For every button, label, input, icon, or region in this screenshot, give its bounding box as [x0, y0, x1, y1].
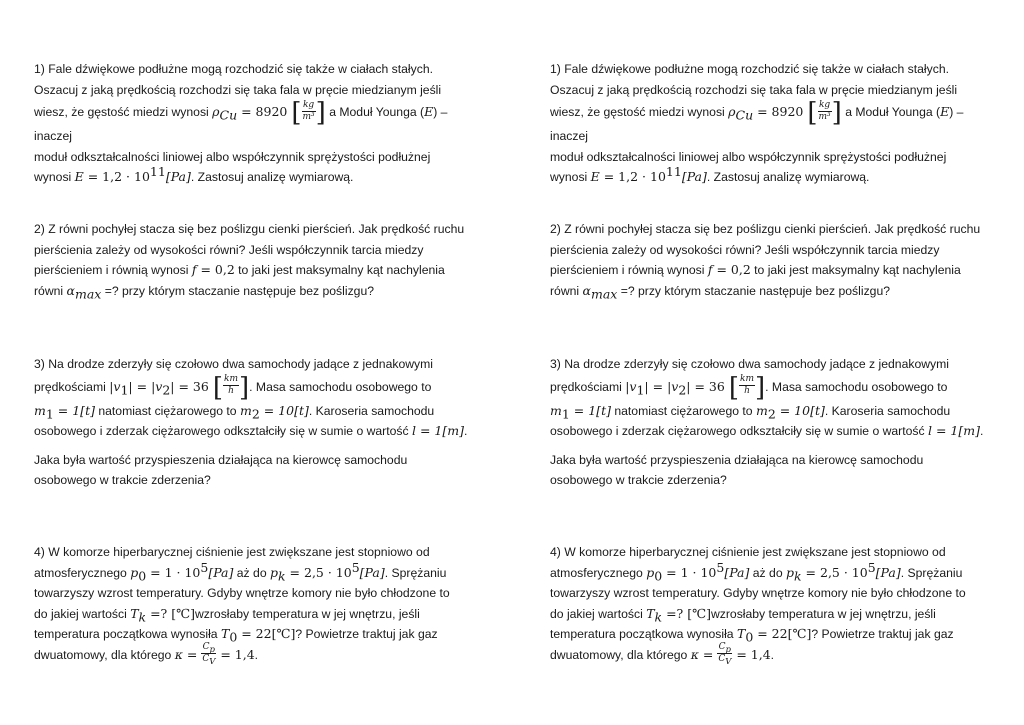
text: a Moduł Younga (	[325, 105, 425, 120]
text: .	[463, 424, 468, 438]
text: do jakiej wartości	[34, 606, 131, 621]
text: Jaka była wartość przyspieszenia działająca na kierowcę samochodu	[550, 452, 924, 467]
pk-symbol: p	[785, 564, 794, 580]
problem-3-line-1	[34, 354, 474, 375]
pk-symbol: p	[269, 564, 278, 580]
text: 2) Z równi pochyłej stacza się bez poślizgu cienki pierścień. Jak prędkość ruchu	[550, 222, 981, 236]
kappa-denominator	[717, 654, 732, 665]
text: Jaka była wartość przyspieszenia działająca na kierowcę samochodu	[34, 452, 408, 467]
p0-unit: [Pa]	[208, 564, 234, 580]
T0-symbol: T	[220, 626, 230, 641]
v2-end: |	[170, 378, 175, 394]
l-symbol: l	[927, 423, 932, 438]
modulus-value: = 1,2 · 10	[83, 169, 150, 184]
Tk-symbol: T	[646, 605, 655, 621]
pk-unit: [Pa]	[875, 564, 901, 580]
cp-symbol: C	[718, 641, 726, 652]
m1-symbol: m	[550, 402, 562, 418]
E-symbol: E	[424, 104, 434, 120]
density-unit	[302, 100, 316, 123]
problem-3-line-4	[34, 421, 474, 442]
p0-exponent: 5	[200, 559, 209, 575]
Tk-value: =? [℃]	[662, 605, 711, 621]
m1-subscript: 1	[45, 405, 54, 421]
text: to jaki jest maksymalny kąt nachylenia	[750, 263, 961, 277]
text: prędkościami	[550, 379, 626, 394]
T0-value: = 22[℃]	[753, 626, 812, 641]
text: 4) W komorze hiperbarycznej ciśnienie jest zwiększane jest stopniowo od	[550, 545, 946, 559]
problem-1-line-3	[550, 100, 990, 147]
m1-symbol: m	[34, 402, 46, 418]
cv-subscript: V	[725, 656, 732, 667]
text: . Sprężaniu	[900, 565, 963, 580]
pk-unit: [Pa]	[359, 564, 385, 580]
problem-2-line-3	[550, 260, 990, 281]
modulus-value: = 1,2 · 10	[599, 169, 666, 184]
density-unit	[818, 100, 832, 123]
unit-numerator: kg	[818, 99, 831, 110]
problem-3	[550, 354, 990, 491]
bracket-close: ]	[238, 372, 250, 403]
bracket-close: ]	[831, 98, 842, 128]
T0-value: = 22[℃]	[237, 626, 296, 641]
rho-subscript: Cu	[735, 107, 754, 123]
Tk-subscript: k	[654, 608, 663, 624]
text: pierścieniem i równią wynosi	[34, 263, 192, 277]
v1-end: |	[128, 378, 133, 394]
pk-subscript: k	[794, 567, 802, 583]
v1-symbol: |v	[109, 378, 121, 394]
unit-denominator: h	[228, 386, 234, 396]
problem-3-line-2	[34, 372, 474, 403]
cp-symbol: C	[202, 641, 210, 652]
density-value: = 8920	[753, 104, 808, 120]
alpha-symbol: α	[582, 282, 591, 298]
cv-symbol: C	[202, 653, 210, 664]
alpha-subscript: max	[590, 285, 618, 301]
problem-1-line-4	[550, 147, 990, 168]
problem-3-line-3	[550, 401, 990, 422]
text: 1) Fale dźwiękowe podłużne mogą rozchodzić się także w ciałach stałych.	[550, 62, 949, 76]
cp-subscript: p	[725, 644, 731, 655]
problem-1	[550, 59, 990, 188]
problem-2-line-1	[550, 219, 990, 240]
kappa-symbol: κ	[690, 646, 699, 662]
m2-value: = 10[t]	[259, 402, 309, 418]
m1-value: = 1[t]	[53, 402, 95, 418]
text: Oszacuj z jaką prędkością rozchodzi się taka fala w pręcie miedzianym jeśli	[34, 82, 442, 97]
modulus-exponent: 11	[149, 163, 166, 179]
problem-4	[550, 542, 990, 665]
cv-symbol: C	[718, 653, 726, 664]
problem-4-line-2	[550, 559, 990, 584]
text: prędkościami	[34, 379, 110, 394]
v1-subscript: 1	[120, 382, 129, 398]
text: . Masa samochodu osobowego to	[249, 379, 432, 394]
friction-symbol: f	[707, 262, 713, 277]
unit-denominator: m³	[818, 111, 831, 122]
text: ? Powietrze traktuj jak gaz	[295, 627, 438, 641]
pk-value: = 2,5 · 10	[801, 564, 868, 580]
problem-3-question-line-1	[34, 450, 474, 471]
text: ? Powietrze traktuj jak gaz	[811, 627, 954, 641]
problem-1-line-1	[34, 59, 474, 80]
problem-4-line-6	[34, 641, 474, 667]
text: temperatura początkowa wynosiła	[550, 627, 737, 641]
unit-numerator: kg	[302, 99, 315, 110]
speed-unit	[739, 374, 755, 397]
problem-2-line-4	[550, 281, 990, 302]
p0-value: = 1 · 10	[662, 564, 717, 580]
text: aż do	[233, 565, 270, 580]
problem-4-line-5	[34, 624, 474, 645]
friction-symbol: f	[191, 262, 197, 277]
text: atmosferycznego	[550, 565, 647, 580]
pk-exponent: 5	[867, 559, 876, 575]
text: moduł odkształcalności liniowej albo współczynnik sprężystości podłużnej	[550, 149, 947, 164]
text: .	[770, 647, 775, 662]
speed-value: = 36	[690, 378, 729, 394]
problem-3	[34, 354, 474, 491]
text: osobowego i zderzak ciężarowego odkształciły się w sumie o wartość	[550, 424, 928, 438]
problem-1-line-3	[34, 100, 474, 147]
friction-value: = 0,2	[712, 262, 751, 277]
Tk-symbol: T	[130, 605, 139, 621]
text: 1) Fale dźwiękowe podłużne mogą rozchodzić się także w ciałach stałych.	[34, 62, 433, 76]
problem-4	[34, 542, 474, 665]
problem-2-line-2	[550, 240, 990, 261]
text: osobowego i zderzak ciężarowego odkształciły się w sumie o wartość	[34, 424, 412, 438]
unit-numerator: km	[739, 374, 754, 384]
p0-unit: [Pa]	[724, 564, 750, 580]
problem-1-line-5	[550, 163, 990, 188]
m1-value: = 1[t]	[569, 402, 611, 418]
text: towarzyszy wzrost temperatury. Gdyby wnętrze komory nie było chłodzone to	[34, 586, 450, 600]
kappa-value: = 1,4	[216, 646, 255, 662]
Tk-value: =? [℃]	[146, 605, 195, 621]
cv-subscript: V	[209, 656, 216, 667]
problem-4-line-3	[550, 583, 990, 604]
text: temperatura początkowa wynosiła	[34, 627, 221, 641]
problem-1-line-1	[550, 59, 990, 80]
problem-4-line-4	[550, 604, 990, 625]
text: . Karoseria samochodu	[308, 403, 435, 418]
alpha-symbol: α	[66, 282, 75, 298]
rho-symbol: ρ	[212, 104, 220, 120]
text: a Moduł Younga (	[841, 105, 941, 120]
problem-4-line-4	[34, 604, 474, 625]
bracket-open: [	[291, 98, 302, 128]
T0-subscript: 0	[229, 629, 238, 645]
text: osobowego w trakcie zderzenia?	[34, 473, 211, 487]
problem-4-line-1	[550, 542, 990, 563]
kappa-fraction	[717, 642, 732, 665]
problem-1	[34, 59, 474, 188]
density-value: = 8920	[237, 104, 292, 120]
v1-subscript: 1	[636, 382, 645, 398]
unit-denominator: h	[744, 386, 750, 396]
text: natomiast ciężarowego to	[94, 403, 240, 418]
problem-4-line-1	[34, 542, 474, 563]
text: towarzyszy wzrost temperatury. Gdyby wnętrze komory nie było chłodzone to	[550, 586, 966, 600]
problem-2	[34, 219, 474, 301]
problem-1-line-2	[550, 80, 990, 101]
problem-4-line-5	[550, 624, 990, 645]
problem-2-line-3	[34, 260, 474, 281]
problem-1-line-5	[34, 163, 474, 188]
problem-3-line-3	[34, 401, 474, 422]
text: wiesz, że gęstość miedzi wynosi	[550, 105, 729, 120]
text: równi	[34, 283, 67, 298]
text: atmosferycznego	[34, 565, 131, 580]
bracket-open: [	[807, 98, 818, 128]
text: 2) Z równi pochyłej stacza się bez poślizgu cienki pierścień. Jak prędkość ruchu	[34, 222, 465, 236]
T0-subscript: 0	[745, 629, 754, 645]
v2-symbol: |v	[667, 378, 679, 394]
speed-unit	[223, 374, 239, 397]
bracket-close: ]	[315, 98, 326, 128]
problem-3-line-2	[550, 372, 990, 403]
text: wiesz, że gęstość miedzi wynosi	[34, 105, 213, 120]
equals: =	[648, 378, 668, 394]
text: .	[254, 647, 259, 662]
bracket-open: [	[212, 372, 223, 403]
unit-denominator: m³	[302, 111, 315, 122]
bracket-open: [	[728, 372, 739, 403]
v1-end: |	[644, 378, 649, 394]
kappa-fraction	[201, 642, 216, 665]
Tk-subscript: k	[138, 608, 147, 624]
text: =? przy którym staczanie następuje bez poślizgu?	[101, 283, 374, 298]
m2-symbol: m	[755, 402, 768, 418]
equals: =	[132, 378, 152, 394]
p0-subscript: 0	[654, 567, 663, 583]
p0-exponent: 5	[716, 559, 725, 575]
problem-2-line-2	[34, 240, 474, 261]
problem-4-line-2	[34, 559, 474, 584]
problem-3-question-line-2	[550, 470, 990, 491]
text: równi	[550, 283, 583, 298]
E-symbol: E	[940, 104, 950, 120]
text: osobowego w trakcie zderzenia?	[550, 473, 727, 487]
pk-value: = 2,5 · 10	[285, 564, 352, 580]
text: pierścienia zależy od wysokości równi? Jeśli współczynnik tarcia miedzy	[550, 242, 940, 257]
problem-4-line-6	[550, 641, 990, 667]
v2-subscript: 2	[162, 382, 171, 398]
friction-value: = 0,2	[196, 262, 235, 277]
problem-2-line-1	[34, 219, 474, 240]
text: natomiast ciężarowego to	[610, 403, 756, 418]
l-value: = 1[m]	[415, 423, 464, 438]
m2-value: = 10[t]	[775, 402, 825, 418]
pk-exponent: 5	[351, 559, 360, 575]
modulus-unit: [Pa]	[165, 169, 191, 184]
text: do jakiej wartości	[550, 606, 647, 621]
v2-symbol: |v	[151, 378, 163, 394]
text: dwuatomowy, dla którego	[550, 647, 691, 662]
speed-value: = 36	[174, 378, 213, 394]
modulus-exponent: 11	[665, 163, 682, 179]
equals: =	[182, 646, 202, 662]
p0-value: = 1 · 10	[146, 564, 201, 580]
kappa-denominator	[201, 654, 216, 665]
v2-subscript: 2	[678, 382, 687, 398]
p0-symbol: p	[646, 564, 655, 580]
text: Oszacuj z jaką prędkością rozchodzi się taka fala w pręcie miedzianym jeśli	[550, 82, 958, 97]
text: . Masa samochodu osobowego to	[765, 379, 948, 394]
modulus-unit: [Pa]	[681, 169, 707, 184]
kappa-symbol: κ	[174, 646, 183, 662]
text: wynosi	[34, 170, 75, 184]
cp-subscript: p	[209, 644, 215, 655]
p0-symbol: p	[130, 564, 139, 580]
text: to jaki jest maksymalny kąt nachylenia	[234, 263, 445, 277]
text: 3) Na drodze zderzyły się czołowo dwa samochody jadące z jednakowymi	[34, 357, 433, 371]
text: . Sprężaniu	[384, 565, 447, 580]
alpha-subscript: max	[74, 285, 102, 301]
m1-subscript: 1	[561, 405, 570, 421]
text: 4) W komorze hiperbarycznej ciśnienie jest zwiększane jest stopniowo od	[34, 545, 430, 559]
text: 3) Na drodze zderzyły się czołowo dwa samochody jadące z jednakowymi	[550, 357, 949, 371]
text: pierścienia zależy od wysokości równi? Jeśli współczynnik tarcia miedzy	[34, 242, 424, 257]
problem-4-line-3	[34, 583, 474, 604]
text: . Karoseria samochodu	[824, 403, 951, 418]
kappa-value: = 1,4	[732, 646, 771, 662]
unit-numerator: km	[223, 374, 238, 384]
E-symbol: E	[74, 169, 84, 184]
problem-2	[550, 219, 990, 301]
problem-3-question-line-1	[550, 450, 990, 471]
m2-subscript: 2	[767, 405, 776, 421]
text: wzrosłaby temperatura w jej wnętrzu, jeśli	[194, 606, 420, 621]
text: pierścieniem i równią wynosi	[550, 263, 708, 277]
l-symbol: l	[411, 423, 416, 438]
text: moduł odkształcalności liniowej albo współczynnik sprężystości podłużnej	[34, 149, 431, 164]
text: . Zastosuj analizę wymiarową.	[190, 170, 354, 184]
E-symbol: E	[590, 169, 600, 184]
text: ) – inaczej	[34, 105, 448, 143]
pk-subscript: k	[278, 567, 286, 583]
bracket-close: ]	[754, 372, 766, 403]
kappa-numerator	[201, 642, 216, 654]
text: =? przy którym staczanie następuje bez poślizgu?	[617, 283, 890, 298]
equals: =	[698, 646, 718, 662]
text: wynosi	[550, 170, 591, 184]
T0-symbol: T	[736, 626, 746, 641]
m2-symbol: m	[239, 402, 252, 418]
m2-subscript: 2	[251, 405, 260, 421]
rho-symbol: ρ	[728, 104, 736, 120]
text: . Zastosuj analizę wymiarową.	[706, 170, 870, 184]
problem-1-line-2	[34, 80, 474, 101]
problem-2-line-4	[34, 281, 474, 302]
l-value: = 1[m]	[931, 423, 980, 438]
text: .	[979, 424, 984, 438]
problem-3-line-4	[550, 421, 990, 442]
text: aż do	[749, 565, 786, 580]
text: ) – inaczej	[550, 105, 964, 143]
text: wzrosłaby temperatura w jej wnętrzu, jeśli	[710, 606, 936, 621]
v1-symbol: |v	[625, 378, 637, 394]
problem-3-line-1	[550, 354, 990, 375]
rho-subscript: Cu	[219, 107, 238, 123]
problem-1-line-4	[34, 147, 474, 168]
v2-end: |	[686, 378, 691, 394]
problem-3-question-line-2	[34, 470, 474, 491]
kappa-numerator	[717, 642, 732, 654]
text: dwuatomowy, dla którego	[34, 647, 175, 662]
p0-subscript: 0	[138, 567, 147, 583]
